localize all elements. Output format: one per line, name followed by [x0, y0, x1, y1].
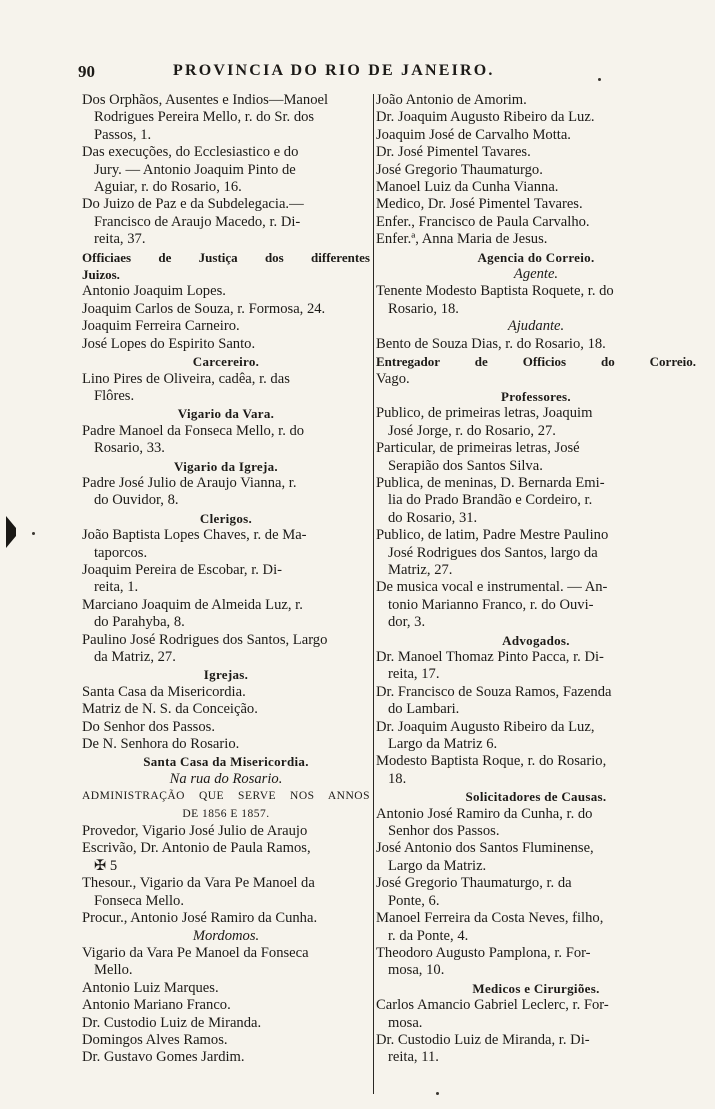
page-header [78, 62, 678, 86]
subheading: Agente. [513, 266, 559, 283]
right-column [376, 92, 696, 1067]
directory-line: Joaquim Carlos de Souza, r. Formosa, 24. [82, 300, 326, 317]
column-divider [373, 94, 374, 1094]
directory-line: José Gregorio Thaumaturgo. [376, 161, 543, 178]
directory-entry: Thesour., Vigario da Vara Pe Manoel da Fonseca Mello. [82, 875, 315, 909]
directory-entry: Das execuções, do Ecclesiastico e do Jury. — Antonio Joaquim Pinto de Aguiar, r. do Rosario, 16. [82, 144, 299, 196]
directory-line: Antonio Luiz Marques. [82, 979, 219, 996]
directory-entry: Tenente Modesto Baptista Roquete, r. do Rosario, 18. [376, 283, 614, 317]
directory-line: Medico, Dr. José Pimentel Tavares. [376, 196, 583, 213]
section-heading: Officiaes de Justiça dos differentes Juizos. [82, 249, 370, 283]
directory-line: De N. Senhora do Rosario. [82, 736, 240, 753]
directory-line: Antonio Joaquim Lopes. [82, 283, 226, 300]
directory-entry: Joaquim Pereira de Escobar, r. Di- reita, 1. [82, 561, 283, 596]
directory-entry: Paulino José Rodrigues dos Santos, Largo da Matriz, 27. [82, 631, 328, 665]
section-heading: Igrejas. [203, 667, 249, 683]
subheading: Ajudante. [507, 318, 565, 335]
directory-entry: Carlos Amancio Gabriel Leclerc, r. For- mosa. [376, 997, 609, 1031]
directory-entry: Marciano Joaquim de Almeida Luz, r. do Parahyba, 8. [82, 596, 303, 631]
directory-entry: Procur., Antonio José Ramiro da Cunha. [82, 910, 318, 927]
directory-line: Joaquim Ferreira Carneiro. [82, 318, 240, 335]
directory-line: Domingos Alves Ramos. [82, 1031, 228, 1048]
directory-entry: Particular, de primeiras letras, José Serapião dos Santos Silva. [376, 440, 580, 474]
directory-line: Manoel Luiz da Cunha Vianna. [376, 179, 559, 196]
running-title: PROVINCIA DO RIO DE JANEIRO. [173, 62, 495, 79]
directory-line: Dr. Joaquim Augusto Ribeiro da Luz. [376, 109, 595, 126]
directory-entry: Bento de Souza Dias, r. do Rosario, 18. [376, 335, 606, 352]
directory-entry: Padre Manoel da Fonseca Mello, r. do Rosario, 33. [82, 422, 305, 457]
directory-line: Enfer., Francisco de Paula Carvalho. [376, 213, 590, 230]
directory-entry: Publica, de meninas, D. Bernarda Emi- lia do Prado Brandão e Cordeiro, r. do Rosario, 31. [376, 474, 605, 526]
directory-line: Antonio Mariano Franco. [82, 997, 231, 1014]
section-heading: Advogados. [502, 632, 570, 648]
section-heading: Agencia do Correio. [477, 249, 595, 265]
directory-entry: Vigario da Vara Pe Manoel da Fonseca Mello. [82, 944, 309, 979]
directory-entry: Dr. Joaquim Augusto Ribeiro da Luz, Largo da Matriz 6. [376, 718, 595, 753]
directory-line: Dr. Gustavo Gomes Jardim. [82, 1049, 245, 1066]
directory-entry: João Baptista Lopes Chaves, r. de Ma- taporcos. [82, 527, 307, 561]
administration-years: DE 1856 E 1857. [182, 807, 270, 820]
directory-entry: Modesto Baptista Roque, r. do Rosario, 18. [376, 753, 607, 787]
directory-line: Dr. José Pimentel Tavares. [376, 144, 531, 161]
directory-entry: Padre José Julio de Araujo Vianna, r. do Ouvidor, 8. [82, 474, 297, 509]
directory-entry: José Antonio dos Santos Fluminense, Largo da Matriz. [376, 840, 594, 874]
speck [598, 78, 601, 81]
directory-line: Enfer.ª, Anna Maria de Jesus. [376, 231, 548, 248]
directory-line: Vago. [376, 370, 410, 387]
directory-entry: Dr. Francisco de Souza Ramos, Fazenda do Lambari. [376, 683, 612, 718]
section-heading: Medicos e Cirurgiões. [472, 980, 600, 996]
directory-line: Santa Casa da Misericordia. [82, 683, 246, 700]
directory-line: João Antonio de Amorim. [376, 92, 527, 108]
section-heading: Solicitadores de Causas. [465, 789, 607, 805]
directory-entry: Lino Pires de Oliveira, cadêa, r. das Flôres. [82, 370, 290, 404]
directory-entry: Publico, de primeiras letras, Joaquim José Jorge, r. do Rosario, 27. [376, 405, 593, 439]
subheading: Mordomos. [192, 927, 260, 944]
directory-entry: Dr. Manoel Thomaz Pinto Pacca, r. Di- reita, 17. [376, 649, 604, 683]
directory-entry: Theodoro Augusto Pamplona, r. For- mosa, 10. [376, 944, 591, 979]
directory-line: Dr. Custodio Luiz de Miranda. [82, 1014, 262, 1031]
directory-entry: Antonio José Ramiro da Cunha, r. do Senhor dos Passos. [376, 805, 593, 840]
section-heading: Vigario da Vara. [177, 406, 275, 422]
directory-entry: Provedor, Vigario José Julio de Araujo [82, 823, 308, 840]
directory-line: Do Senhor dos Passos. [82, 718, 215, 735]
directory-line: José Lopes do Espirito Santo. [82, 335, 256, 352]
speck [436, 1092, 439, 1095]
section-heading: Entregador de Officios do Correio. [376, 354, 696, 370]
section-heading: Vigario da Igreja. [174, 458, 278, 474]
directory-entry: Manoel Ferreira da Costa Neves, filho, r. da Ponte, 4. [376, 910, 604, 944]
page-number: 90 [78, 62, 95, 81]
left-column [82, 92, 370, 1067]
directory-entry: Dos Orphãos, Ausentes e Indios—Manoel Rodrigues Pereira Mello, r. do Sr. dos Passos, 1. [82, 92, 329, 143]
directory-entry: De musica vocal e instrumental. — An- tonio Marianno Franco, r. do Ouvi- dor, 3. [376, 579, 608, 631]
directory-entry: Do Juizo de Paz e da Subdelegacia.— Francisco de Araujo Macedo, r. Di- reita, 37. [82, 196, 304, 248]
section-heading: Professores. [501, 388, 571, 404]
directory-entry: Dr. Custodio Luiz de Miranda, r. Di- reita, 11. [376, 1031, 590, 1066]
administration-caption: ADMINISTRAÇÃO QUE SERVE NOS ANNOS [82, 790, 370, 803]
directory-line: Joaquim José de Carvalho Motta. [376, 126, 571, 143]
directory-line: Matriz de N. S. da Conceição. [82, 701, 258, 718]
section-heading: Carcereiro. [192, 354, 260, 370]
binding-mark-icon [4, 514, 18, 550]
directory-entry: Escrivão, Dr. Antonio de Paula Ramos, ✠ 5 [82, 840, 311, 874]
section-heading: Santa Casa da Misericordia. [143, 754, 309, 770]
section-heading: Clerigos. [199, 510, 253, 526]
directory-entry: Publico, de latim, Padre Mestre Paulino José Rodrigues dos Santos, largo da Matriz, 27. [376, 527, 609, 578]
subheading: Na rua do Rosario. [169, 770, 283, 787]
speck [32, 532, 35, 535]
directory-entry: José Gregorio Thaumaturgo, r. da Ponte, 6. [376, 875, 572, 909]
